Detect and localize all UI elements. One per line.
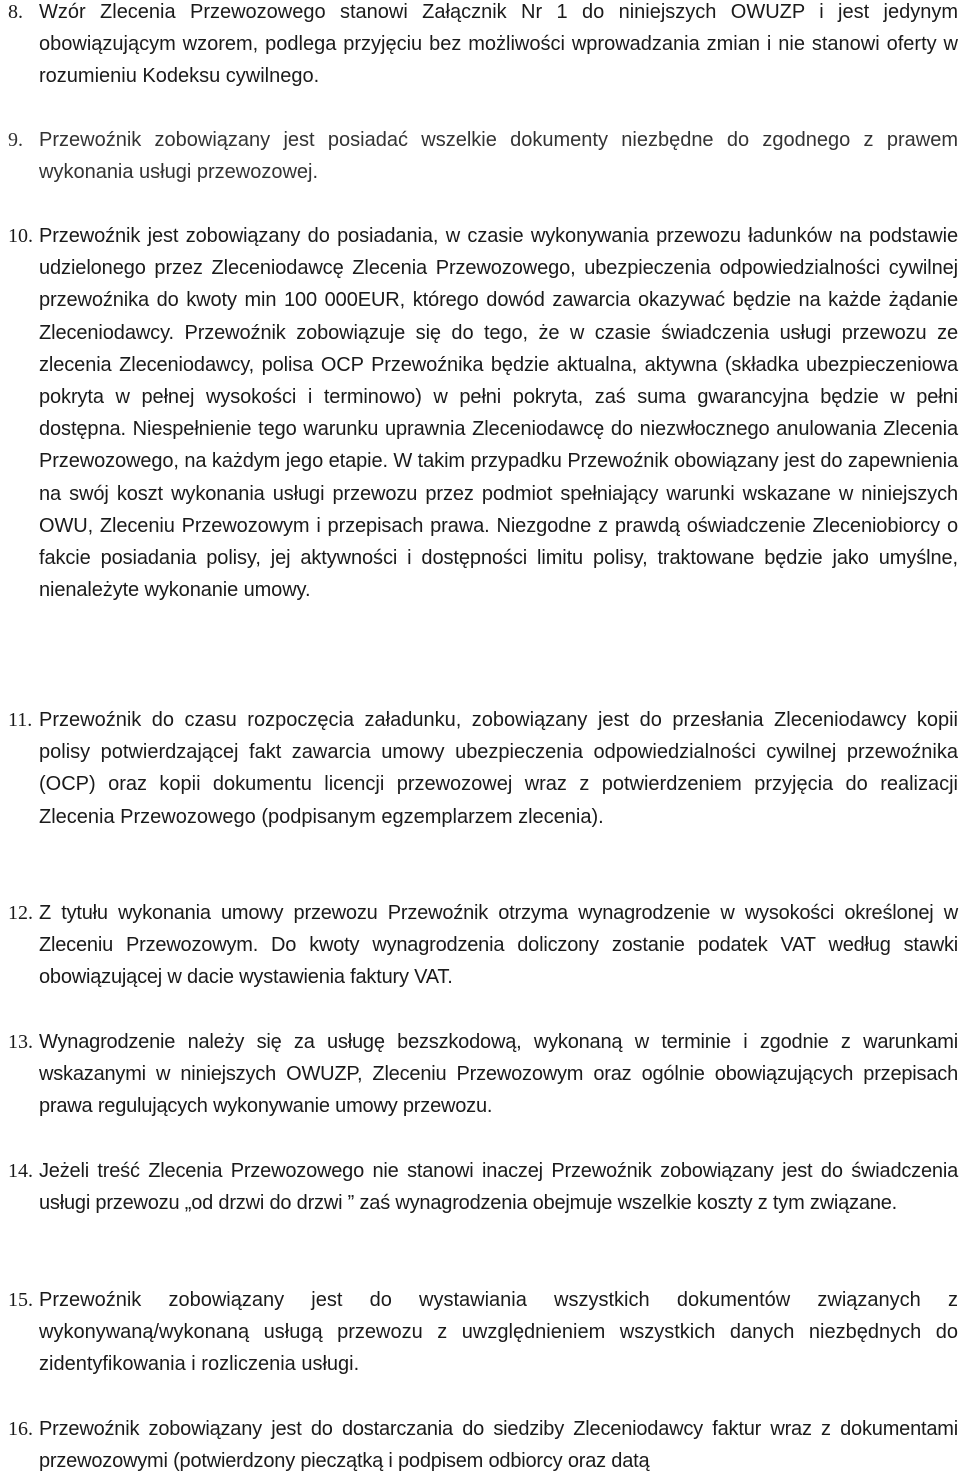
list-item-13 xyxy=(8,1026,958,1123)
item-number: 11. xyxy=(8,709,33,731)
item-number: 8. xyxy=(8,1,23,23)
item-number: 9. xyxy=(8,129,23,151)
list-item-16 xyxy=(8,1413,958,1477)
item-number: 16. xyxy=(8,1418,33,1440)
list-item-12 xyxy=(8,897,958,994)
list-item-9 xyxy=(8,124,958,188)
item-text: Przewoźnik do czasu rozpoczęcia załadunku, zobowiązany jest do przesłania Zleceniodawcy kopii polisy potwierdzającej fakt zawarcia umowy ubezpieczenia odpowiedzialności cywilnej przewoźnika (OCP) oraz kopii dokumentu licencji przewozowej wraz z potwierdzeniem przyjęcia do realizacji Zlecenia Przewozowego (podpisanym egzemplarzem zlecenia). xyxy=(39,709,958,828)
list-item-14 xyxy=(8,1155,958,1219)
list-item-10 xyxy=(8,220,958,606)
item-text: Z tytułu wykonania umowy przewozu Przewoźnik otrzyma wynagrodzenie w wysokości określonej w Zleceniu Przewozowym. Do kwoty wynagrodzenia doliczony zostanie podatek VAT według stawki obowiązującej w dacie wystawienia faktury VAT. xyxy=(39,902,958,989)
item-number: 14. xyxy=(8,1160,33,1182)
item-text: Przewoźnik jest zobowiązany do posiadania, w czasie wykonywania przewozu ładunków na podstawie udzielonego przez Zleceniodawcę Zlecenia Przewozowego, ubezpieczenia odpowiedzialności cywilnej przewoźnika do kwoty min 100 000EUR, którego dowód zawarcia okazywać będzie na każde żądanie Zleceniodawcy. Przewoźnik zobowiązuje się do tego, że w czasie świadczenia usługi przewozu ze zlecenia Zleceniodawcy, polisa OCP Przewoźnika będzie aktualna, aktywna (składka ubezpieczeniowa pokryta w pełnej wysokości i terminowo) w pełni pokryta, zaś suma gwarancyjna będzie w pełni dostępna. Niespełnienie tego warunku uprawnia Zleceniodawcę do niezwłocznego anulowania Zlecenia Przewozowego, na każdym jego etapie. W takim przypadku Przewoźnik obowiązany jest do zapewnienia na swój koszt wykonania usługi przewozu przez podmiot spełniający warunki wskazane w niniejszych OWU, Zleceniu Przewozowym i przepisach prawa. Niezgodne z prawdą oświadczenie Zleceniobiorcy o fakcie posiadania polisy, jej aktywności i dostępności limitu polisy, traktowane będzie jako umyślne, nienależyte wykonanie umowy. xyxy=(39,225,958,602)
item-number: 13. xyxy=(8,1031,33,1053)
item-number: 12. xyxy=(8,902,33,924)
item-text: Wynagrodzenie należy się za usługę bezszkodową, wykonaną w terminie i zgodnie z warunkami wskazanymi w niniejszych OWUZP, Zleceniu Przewozowym oraz ogólnie obowiązujących przepisach prawa regulujących wykonywanie umowy przewozu. xyxy=(39,1031,958,1118)
list-item-15 xyxy=(8,1284,958,1381)
item-number: 10. xyxy=(8,225,33,247)
list-item-8 xyxy=(8,0,958,93)
item-text: Wzór Zlecenia Przewozowego stanowi Załącznik Nr 1 do niniejszych OWUZP i jest jedynym obowiązującym wzorem, podlega przyjęciu bez możliwości wprowadzania zmian i nie stanowi oferty w rozumieniu Kodeksu cywilnego. xyxy=(39,1,958,88)
item-text: Przewoźnik zobowiązany jest do dostarczania do siedziby Zleceniodawcy faktur wraz z dokumentami przewozowymi (potwierdzony pieczątką i podpisem odbiorcy oraz datą xyxy=(39,1418,958,1473)
list-item-11 xyxy=(8,704,958,833)
item-text: Przewoźnik zobowiązany jest do wystawiania wszystkich dokumentów związanych z wykonywaną/wykonaną usługą przewozu z uwzględnieniem wszystkich danych niezbędnych do zidentyfikowania i rozliczenia usługi. xyxy=(39,1289,958,1376)
item-text: Przewoźnik zobowiązany jest posiadać wszelkie dokumenty niezbędne do zgodnego z prawem wykonania usługi przewozowej. xyxy=(39,129,958,184)
item-number: 15. xyxy=(8,1289,33,1311)
item-text: Jeżeli treść Zlecenia Przewozowego nie stanowi inaczej Przewoźnik zobowiązany jest do świadczenia usługi przewozu „od drzwi do drzwi ” zaś wynagrodzenia obejmuje wszelkie koszty z tym związane. xyxy=(39,1160,958,1215)
